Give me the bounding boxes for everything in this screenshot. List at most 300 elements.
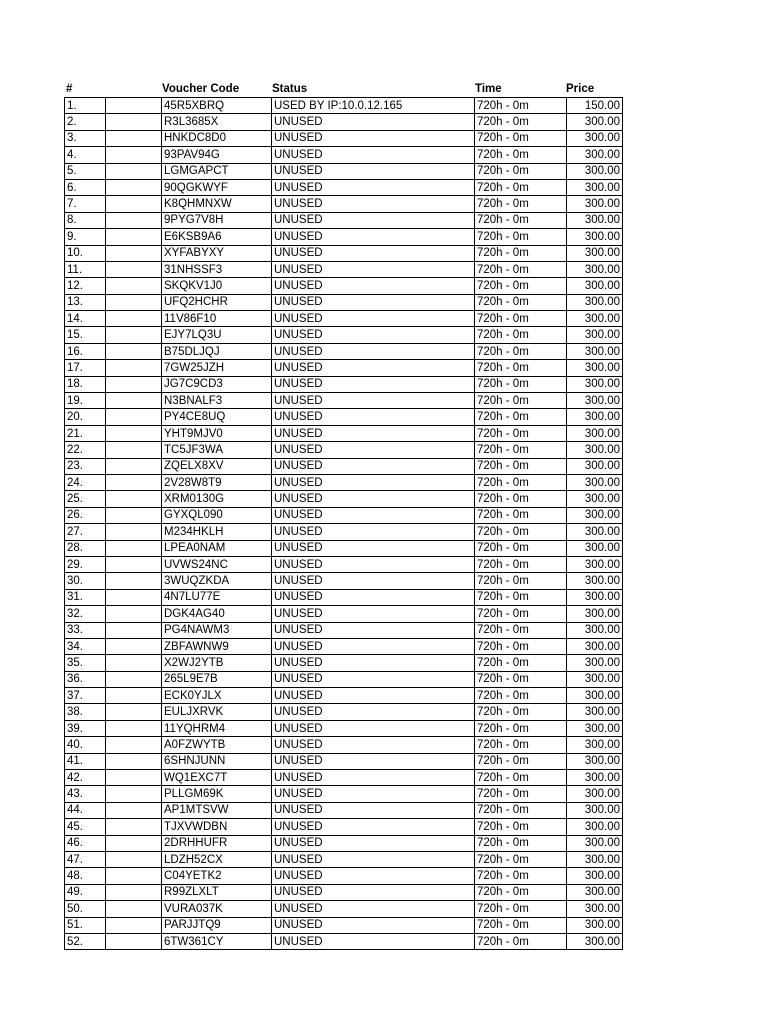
status-cell: UNUSED	[272, 261, 475, 277]
time-cell: 720h - 0m	[475, 737, 567, 753]
voucher-sheet	[64, 82, 620, 950]
row-number-cell: 5.	[65, 163, 106, 179]
status-cell: UNUSED	[272, 245, 475, 261]
empty-cell	[106, 294, 162, 310]
empty-cell	[106, 933, 162, 949]
voucher-code-cell: VURA037K	[162, 901, 272, 917]
voucher-code-cell: DGK4AG40	[162, 606, 272, 622]
status-cell: UNUSED	[272, 589, 475, 605]
empty-cell	[106, 606, 162, 622]
time-cell: 720h - 0m	[475, 98, 567, 114]
status-cell: UNUSED	[272, 458, 475, 474]
row-number-cell: 47.	[65, 851, 106, 867]
table-row	[65, 737, 623, 753]
time-cell: 720h - 0m	[475, 606, 567, 622]
voucher-code-cell: 45R5XBRQ	[162, 98, 272, 114]
row-number-cell: 27.	[65, 524, 106, 540]
status-cell: UNUSED	[272, 802, 475, 818]
table-row	[65, 540, 623, 556]
status-cell: UNUSED	[272, 753, 475, 769]
time-cell: 720h - 0m	[475, 360, 567, 376]
empty-cell	[106, 884, 162, 900]
voucher-table	[64, 97, 623, 950]
table-row	[65, 638, 623, 654]
table-row	[65, 196, 623, 212]
time-cell: 720h - 0m	[475, 147, 567, 163]
empty-cell	[106, 229, 162, 245]
status-cell: UNUSED	[272, 573, 475, 589]
row-number-cell: 45.	[65, 819, 106, 835]
price-cell: 300.00	[567, 196, 623, 212]
price-cell: 300.00	[567, 179, 623, 195]
status-cell: UNUSED	[272, 901, 475, 917]
status-cell: UNUSED	[272, 393, 475, 409]
time-cell: 720h - 0m	[475, 491, 567, 507]
empty-cell	[106, 901, 162, 917]
header-voucher-code: Voucher Code	[162, 83, 240, 95]
status-cell: UNUSED	[272, 688, 475, 704]
table-row	[65, 409, 623, 425]
table-row	[65, 212, 623, 228]
price-cell: 300.00	[567, 261, 623, 277]
row-number-cell: 14.	[65, 311, 106, 327]
time-cell: 720h - 0m	[475, 622, 567, 638]
table-row	[65, 327, 623, 343]
row-number-cell: 48.	[65, 868, 106, 884]
voucher-code-cell: ZQELX8XV	[162, 458, 272, 474]
empty-cell	[106, 540, 162, 556]
price-cell: 300.00	[567, 360, 623, 376]
table-row	[65, 933, 623, 949]
empty-cell	[106, 474, 162, 490]
price-cell: 300.00	[567, 933, 623, 949]
voucher-code-cell: GYXQL090	[162, 507, 272, 523]
voucher-code-cell: PARJJTQ9	[162, 917, 272, 933]
voucher-table-body	[65, 98, 623, 950]
price-cell: 300.00	[567, 884, 623, 900]
empty-cell	[106, 327, 162, 343]
voucher-code-cell: ECK0YJLX	[162, 688, 272, 704]
price-cell: 300.00	[567, 901, 623, 917]
empty-cell	[106, 376, 162, 392]
empty-cell	[106, 179, 162, 195]
voucher-code-cell: 11V86F10	[162, 311, 272, 327]
row-number-cell: 10.	[65, 245, 106, 261]
table-row	[65, 589, 623, 605]
status-cell: UNUSED	[272, 360, 475, 376]
empty-cell	[106, 655, 162, 671]
voucher-code-cell: C04YETK2	[162, 868, 272, 884]
voucher-code-cell: EULJXRVK	[162, 704, 272, 720]
status-cell: UNUSED	[272, 179, 475, 195]
voucher-code-cell: 2DRHHUFR	[162, 835, 272, 851]
price-cell: 300.00	[567, 425, 623, 441]
row-number-cell: 12.	[65, 278, 106, 294]
table-row	[65, 606, 623, 622]
status-cell: UNUSED	[272, 556, 475, 572]
voucher-code-cell: UFQ2HCHR	[162, 294, 272, 310]
empty-cell	[106, 130, 162, 146]
price-cell: 300.00	[567, 229, 623, 245]
row-number-cell: 24.	[65, 474, 106, 490]
empty-cell	[106, 556, 162, 572]
row-number-cell: 9.	[65, 229, 106, 245]
price-cell: 300.00	[567, 147, 623, 163]
row-number-cell: 44.	[65, 802, 106, 818]
time-cell: 720h - 0m	[475, 196, 567, 212]
empty-cell	[106, 212, 162, 228]
row-number-cell: 38.	[65, 704, 106, 720]
price-cell: 300.00	[567, 917, 623, 933]
table-row	[65, 98, 623, 114]
empty-cell	[106, 573, 162, 589]
status-cell: UNUSED	[272, 704, 475, 720]
empty-cell	[106, 491, 162, 507]
time-cell: 720h - 0m	[475, 114, 567, 130]
row-number-cell: 19.	[65, 393, 106, 409]
empty-cell	[106, 278, 162, 294]
status-cell: UNUSED	[272, 229, 475, 245]
time-cell: 720h - 0m	[475, 835, 567, 851]
table-row	[65, 360, 623, 376]
table-row	[65, 917, 623, 933]
table-row	[65, 114, 623, 130]
table-row	[65, 622, 623, 638]
price-cell: 300.00	[567, 278, 623, 294]
price-cell: 300.00	[567, 507, 623, 523]
voucher-code-cell: 11YQHRM4	[162, 720, 272, 736]
row-number-cell: 34.	[65, 638, 106, 654]
row-number-cell: 3.	[65, 130, 106, 146]
table-row	[65, 425, 623, 441]
status-cell: UNUSED	[272, 819, 475, 835]
empty-cell	[106, 688, 162, 704]
table-row	[65, 884, 623, 900]
time-cell: 720h - 0m	[475, 802, 567, 818]
row-number-cell: 2.	[65, 114, 106, 130]
empty-cell	[106, 638, 162, 654]
empty-cell	[106, 835, 162, 851]
empty-cell	[106, 704, 162, 720]
time-cell: 720h - 0m	[475, 442, 567, 458]
row-number-cell: 23.	[65, 458, 106, 474]
table-row	[65, 147, 623, 163]
voucher-code-cell: 3WUQZKDA	[162, 573, 272, 589]
row-number-cell: 37.	[65, 688, 106, 704]
price-cell: 150.00	[567, 98, 623, 114]
empty-cell	[106, 163, 162, 179]
empty-cell	[106, 851, 162, 867]
time-cell: 720h - 0m	[475, 311, 567, 327]
status-cell: UNUSED	[272, 835, 475, 851]
status-cell: UNUSED	[272, 196, 475, 212]
price-cell: 300.00	[567, 622, 623, 638]
voucher-code-cell: 90QGKWYF	[162, 179, 272, 195]
table-row	[65, 770, 623, 786]
row-number-cell: 39.	[65, 720, 106, 736]
status-cell: UNUSED	[272, 409, 475, 425]
price-cell: 300.00	[567, 458, 623, 474]
status-cell: UNUSED	[272, 327, 475, 343]
empty-cell	[106, 147, 162, 163]
status-cell: UNUSED	[272, 933, 475, 949]
time-cell: 720h - 0m	[475, 556, 567, 572]
price-cell: 300.00	[567, 737, 623, 753]
table-row	[65, 671, 623, 687]
table-row	[65, 868, 623, 884]
table-row	[65, 851, 623, 867]
status-cell: UNUSED	[272, 655, 475, 671]
status-cell: UNUSED	[272, 540, 475, 556]
row-number-cell: 42.	[65, 770, 106, 786]
voucher-code-cell: TJXVWDBN	[162, 819, 272, 835]
price-cell: 300.00	[567, 720, 623, 736]
table-row	[65, 311, 623, 327]
time-cell: 720h - 0m	[475, 720, 567, 736]
table-header	[64, 82, 620, 97]
empty-cell	[106, 507, 162, 523]
time-cell: 720h - 0m	[475, 474, 567, 490]
time-cell: 720h - 0m	[475, 409, 567, 425]
price-cell: 300.00	[567, 753, 623, 769]
row-number-cell: 16.	[65, 343, 106, 359]
price-cell: 300.00	[567, 589, 623, 605]
time-cell: 720h - 0m	[475, 327, 567, 343]
header-number: #	[66, 83, 73, 95]
empty-cell	[106, 442, 162, 458]
row-number-cell: 33.	[65, 622, 106, 638]
table-row	[65, 474, 623, 490]
time-cell: 720h - 0m	[475, 261, 567, 277]
empty-cell	[106, 196, 162, 212]
price-cell: 300.00	[567, 540, 623, 556]
empty-cell	[106, 360, 162, 376]
row-number-cell: 1.	[65, 98, 106, 114]
row-number-cell: 51.	[65, 917, 106, 933]
status-cell: UNUSED	[272, 163, 475, 179]
time-cell: 720h - 0m	[475, 507, 567, 523]
table-row	[65, 704, 623, 720]
time-cell: 720h - 0m	[475, 884, 567, 900]
time-cell: 720h - 0m	[475, 458, 567, 474]
empty-cell	[106, 770, 162, 786]
status-cell: UNUSED	[272, 474, 475, 490]
price-cell: 300.00	[567, 770, 623, 786]
status-cell: UNUSED	[272, 917, 475, 933]
price-cell: 300.00	[567, 311, 623, 327]
table-row	[65, 245, 623, 261]
empty-cell	[106, 671, 162, 687]
status-cell: UNUSED	[272, 868, 475, 884]
time-cell: 720h - 0m	[475, 573, 567, 589]
row-number-cell: 28.	[65, 540, 106, 556]
voucher-code-cell: JG7C9CD3	[162, 376, 272, 392]
row-number-cell: 41.	[65, 753, 106, 769]
table-row	[65, 130, 623, 146]
table-row	[65, 655, 623, 671]
table-row	[65, 835, 623, 851]
voucher-code-cell: R99ZLXLT	[162, 884, 272, 900]
empty-cell	[106, 261, 162, 277]
table-row	[65, 556, 623, 572]
table-row	[65, 278, 623, 294]
status-cell: UNUSED	[272, 376, 475, 392]
voucher-code-cell: UVWS24NC	[162, 556, 272, 572]
voucher-code-cell: TC5JF3WA	[162, 442, 272, 458]
voucher-code-cell: SKQKV1J0	[162, 278, 272, 294]
price-cell: 300.00	[567, 474, 623, 490]
status-cell: UNUSED	[272, 294, 475, 310]
price-cell: 300.00	[567, 573, 623, 589]
time-cell: 720h - 0m	[475, 540, 567, 556]
table-row	[65, 901, 623, 917]
price-cell: 300.00	[567, 245, 623, 261]
time-cell: 720h - 0m	[475, 343, 567, 359]
status-cell: UNUSED	[272, 606, 475, 622]
voucher-code-cell: PY4CE8UQ	[162, 409, 272, 425]
voucher-code-cell: N3BNALF3	[162, 393, 272, 409]
time-cell: 720h - 0m	[475, 130, 567, 146]
empty-cell	[106, 589, 162, 605]
status-cell: UNUSED	[272, 622, 475, 638]
time-cell: 720h - 0m	[475, 229, 567, 245]
row-number-cell: 35.	[65, 655, 106, 671]
time-cell: 720h - 0m	[475, 655, 567, 671]
voucher-code-cell: EJY7LQ3U	[162, 327, 272, 343]
voucher-code-cell: AP1MTSVW	[162, 802, 272, 818]
row-number-cell: 36.	[65, 671, 106, 687]
empty-cell	[106, 802, 162, 818]
row-number-cell: 18.	[65, 376, 106, 392]
time-cell: 720h - 0m	[475, 212, 567, 228]
time-cell: 720h - 0m	[475, 638, 567, 654]
header-price: Price	[566, 83, 595, 95]
table-row	[65, 786, 623, 802]
voucher-code-cell: XRM0130G	[162, 491, 272, 507]
time-cell: 720h - 0m	[475, 179, 567, 195]
time-cell: 720h - 0m	[475, 376, 567, 392]
price-cell: 300.00	[567, 524, 623, 540]
voucher-code-cell: K8QHMNXW	[162, 196, 272, 212]
price-cell: 300.00	[567, 819, 623, 835]
voucher-code-cell: 4N7LU77E	[162, 589, 272, 605]
price-cell: 300.00	[567, 851, 623, 867]
status-cell: UNUSED	[272, 130, 475, 146]
empty-cell	[106, 720, 162, 736]
voucher-code-cell: LPEA0NAM	[162, 540, 272, 556]
voucher-code-cell: M234HKLH	[162, 524, 272, 540]
table-row	[65, 294, 623, 310]
voucher-code-cell: LDZH52CX	[162, 851, 272, 867]
row-number-cell: 29.	[65, 556, 106, 572]
empty-cell	[106, 524, 162, 540]
price-cell: 300.00	[567, 556, 623, 572]
price-cell: 300.00	[567, 786, 623, 802]
row-number-cell: 31.	[65, 589, 106, 605]
voucher-code-cell: R3L3685X	[162, 114, 272, 130]
time-cell: 720h - 0m	[475, 786, 567, 802]
voucher-code-cell: 6TW361CY	[162, 933, 272, 949]
row-number-cell: 20.	[65, 409, 106, 425]
status-cell: UNUSED	[272, 442, 475, 458]
empty-cell	[106, 393, 162, 409]
voucher-code-cell: 93PAV94G	[162, 147, 272, 163]
time-cell: 720h - 0m	[475, 868, 567, 884]
price-cell: 300.00	[567, 294, 623, 310]
voucher-code-cell: 2V28W8T9	[162, 474, 272, 490]
time-cell: 720h - 0m	[475, 589, 567, 605]
empty-cell	[106, 409, 162, 425]
header-time: Time	[475, 83, 502, 95]
voucher-code-cell: HNKDC8D0	[162, 130, 272, 146]
table-row	[65, 507, 623, 523]
empty-cell	[106, 819, 162, 835]
voucher-code-cell: 31NHSSF3	[162, 261, 272, 277]
time-cell: 720h - 0m	[475, 688, 567, 704]
table-row	[65, 442, 623, 458]
voucher-code-cell: 9PYG7V8H	[162, 212, 272, 228]
table-row	[65, 376, 623, 392]
table-row	[65, 393, 623, 409]
table-row	[65, 229, 623, 245]
voucher-code-cell: A0FZWYTB	[162, 737, 272, 753]
time-cell: 720h - 0m	[475, 278, 567, 294]
voucher-code-cell: PLLGM69K	[162, 786, 272, 802]
row-number-cell: 17.	[65, 360, 106, 376]
empty-cell	[106, 245, 162, 261]
price-cell: 300.00	[567, 163, 623, 179]
row-number-cell: 6.	[65, 179, 106, 195]
price-cell: 300.00	[567, 835, 623, 851]
time-cell: 720h - 0m	[475, 851, 567, 867]
row-number-cell: 15.	[65, 327, 106, 343]
voucher-code-cell: 6SHNJUNN	[162, 753, 272, 769]
empty-cell	[106, 114, 162, 130]
table-row	[65, 458, 623, 474]
price-cell: 300.00	[567, 802, 623, 818]
empty-cell	[106, 786, 162, 802]
row-number-cell: 52.	[65, 933, 106, 949]
time-cell: 720h - 0m	[475, 917, 567, 933]
status-cell: UNUSED	[272, 147, 475, 163]
time-cell: 720h - 0m	[475, 770, 567, 786]
price-cell: 300.00	[567, 704, 623, 720]
table-row	[65, 524, 623, 540]
time-cell: 720h - 0m	[475, 425, 567, 441]
voucher-code-cell: LGMGAPCT	[162, 163, 272, 179]
status-cell: UNUSED	[272, 425, 475, 441]
voucher-code-cell: 7GW25JZH	[162, 360, 272, 376]
time-cell: 720h - 0m	[475, 671, 567, 687]
voucher-code-cell: PG4NAWM3	[162, 622, 272, 638]
row-number-cell: 21.	[65, 425, 106, 441]
price-cell: 300.00	[567, 393, 623, 409]
row-number-cell: 4.	[65, 147, 106, 163]
time-cell: 720h - 0m	[475, 163, 567, 179]
time-cell: 720h - 0m	[475, 901, 567, 917]
status-cell: UNUSED	[272, 212, 475, 228]
table-row	[65, 753, 623, 769]
empty-cell	[106, 98, 162, 114]
row-number-cell: 8.	[65, 212, 106, 228]
time-cell: 720h - 0m	[475, 393, 567, 409]
row-number-cell: 26.	[65, 507, 106, 523]
price-cell: 300.00	[567, 606, 623, 622]
table-row	[65, 261, 623, 277]
status-cell: UNUSED	[272, 786, 475, 802]
status-cell: USED BY IP:10.0.12.165	[272, 98, 475, 114]
status-cell: UNUSED	[272, 278, 475, 294]
